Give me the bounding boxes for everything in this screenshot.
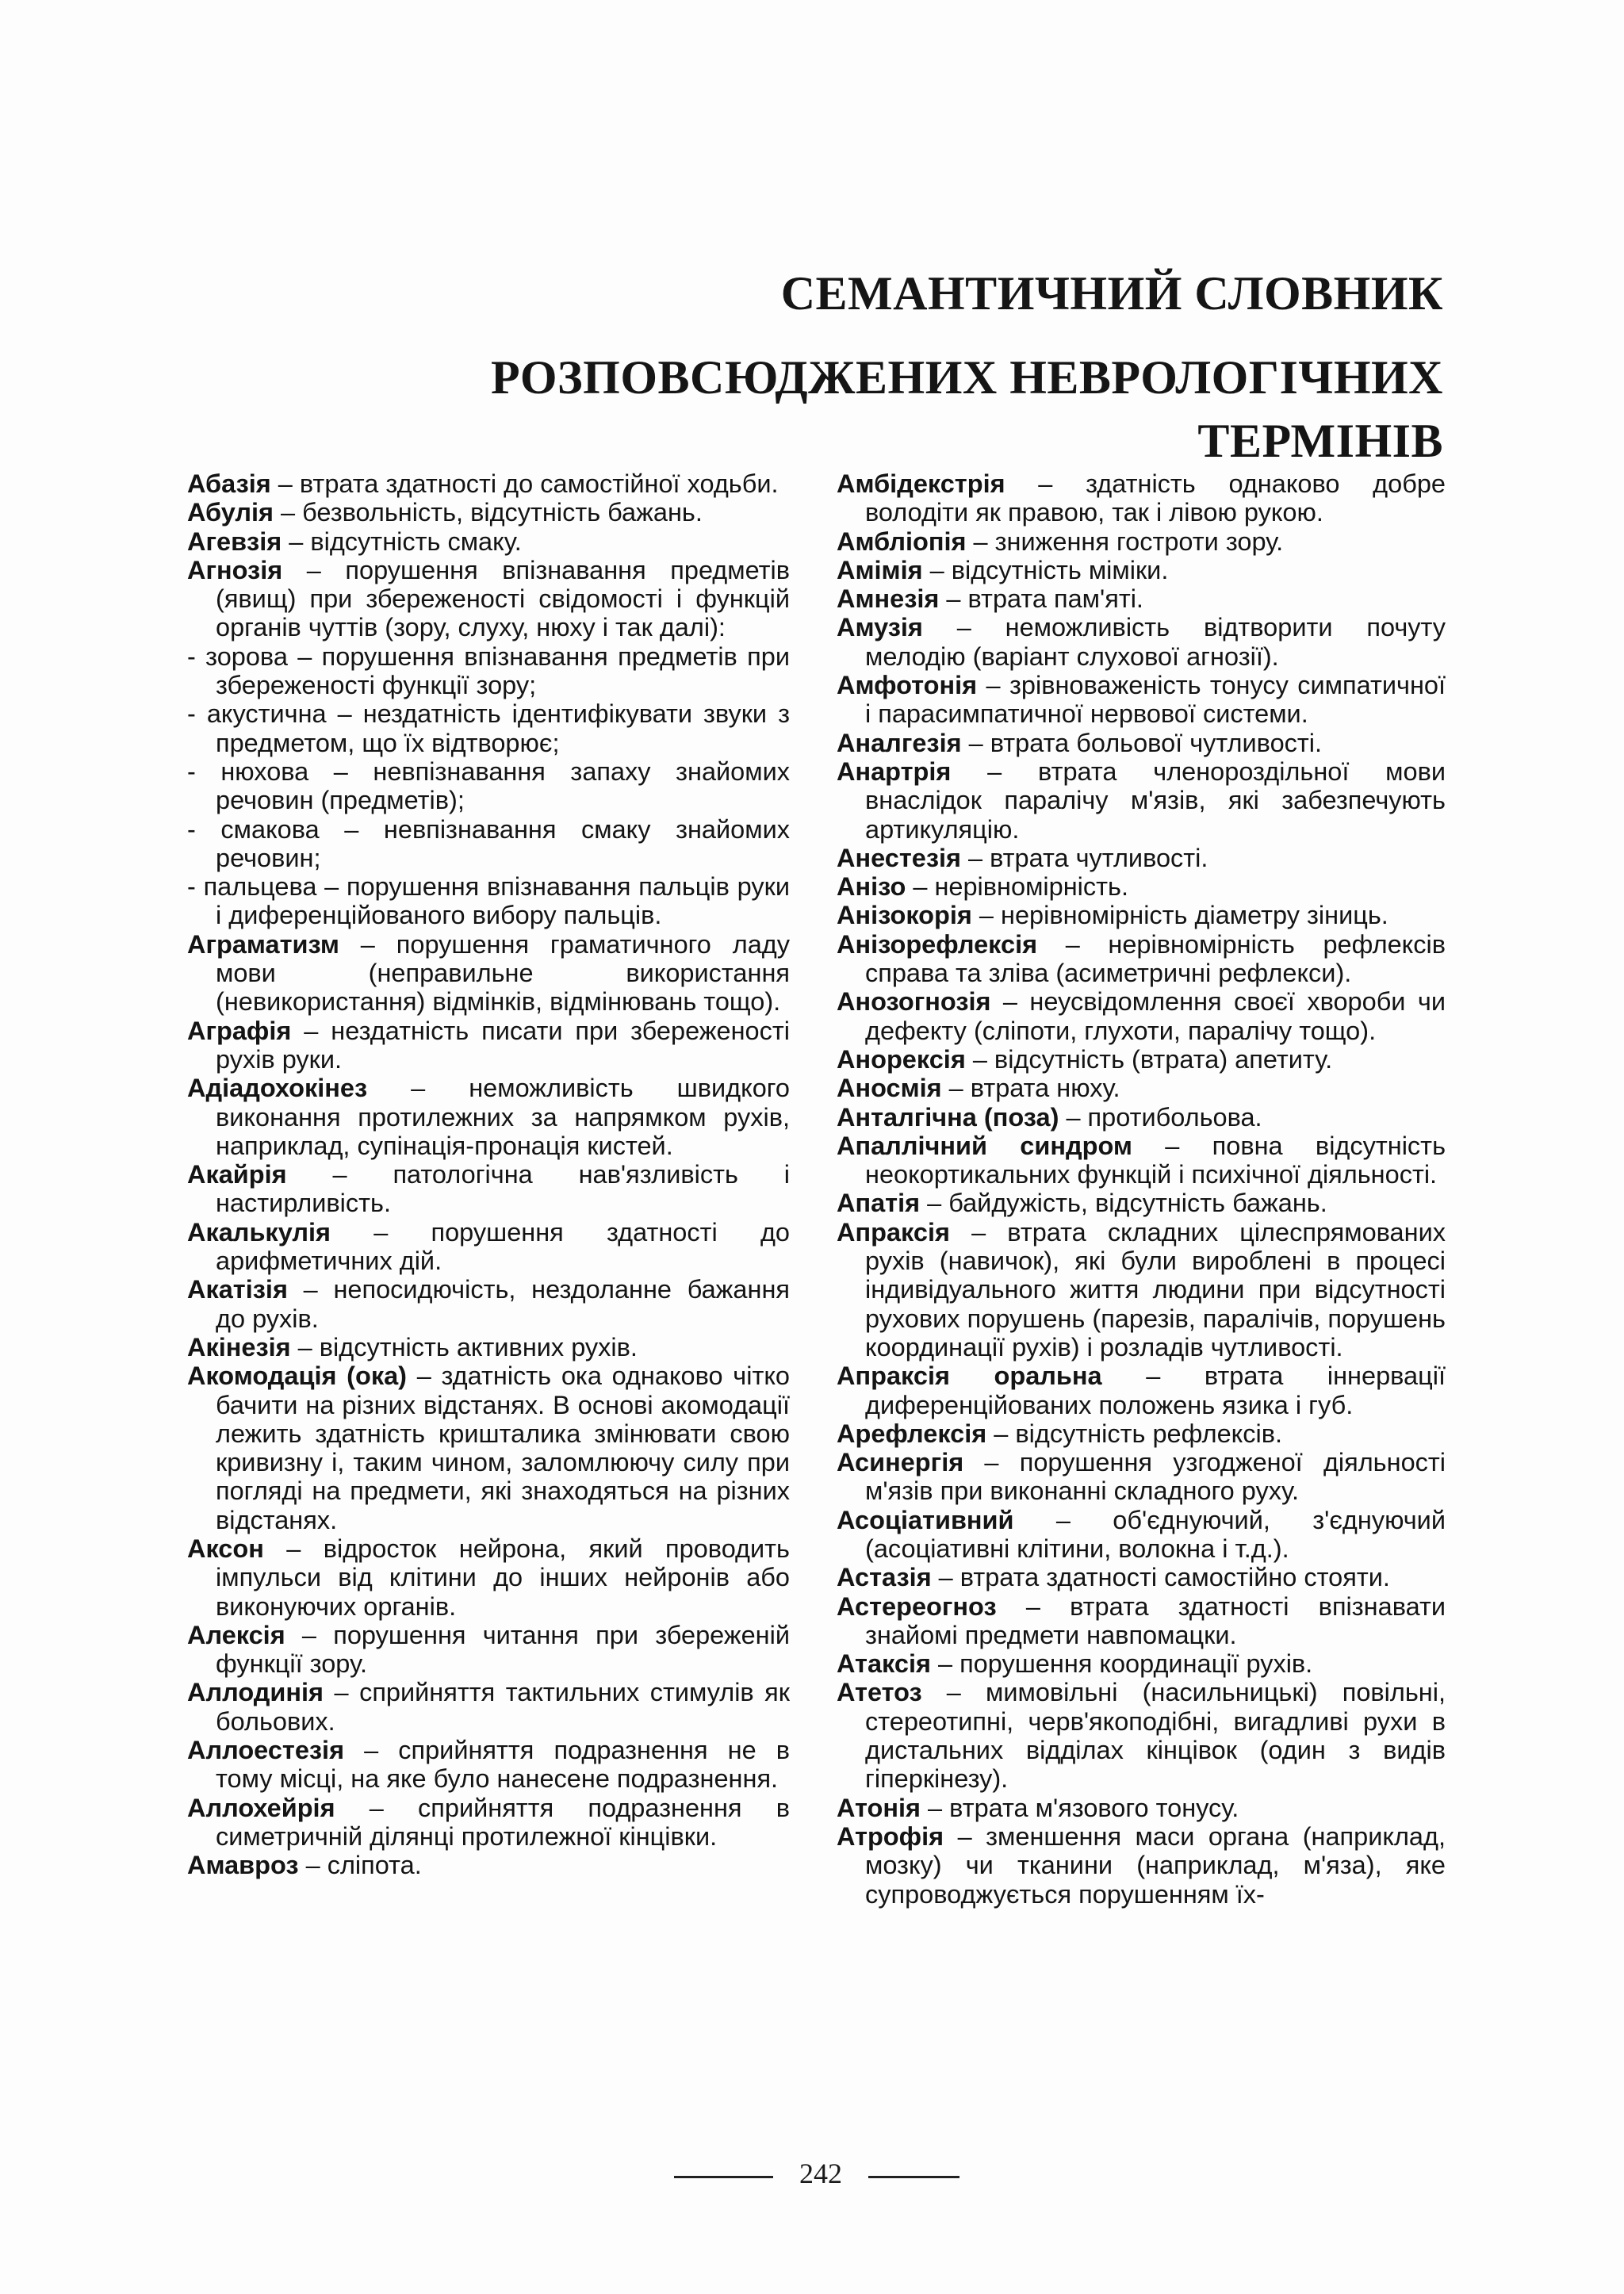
entry-definition: – відсутність активних рухів. (290, 1332, 638, 1361)
entry-definition: – зниження гостроти зору. (966, 527, 1284, 556)
entry-term: Агнозія (187, 555, 283, 584)
entry-term: Анорексія (837, 1044, 966, 1074)
entry-term: Амавроз (187, 1851, 299, 1880)
entry-term: Анозогнозія (837, 987, 991, 1017)
dictionary-entry (187, 1074, 790, 1160)
entry-term: Адіадохокінез (187, 1074, 368, 1103)
dictionary-entry (837, 1649, 1446, 1678)
entry-definition: – порушення граматичного ладу мови (неправильне використання (невикористання) відмінків, відмінювань тощо). (216, 929, 790, 1017)
entry-term: Аграматизм (187, 929, 339, 959)
entry-term: Аналгезія (837, 728, 962, 757)
dictionary-entry (837, 987, 1446, 1045)
entry-definition: – безвольність, відсутність бажань. (273, 498, 703, 527)
left-column (187, 469, 790, 1880)
entry-term: Анізорефлексія (837, 929, 1038, 959)
dictionary-entry (837, 1448, 1446, 1506)
dictionary-entry (187, 1534, 790, 1621)
entry-term: Аллодинія (187, 1678, 324, 1707)
entry-definition: – непосидючість, нездоланне бажання до рухів. (216, 1275, 790, 1333)
entry-term: Астазія (837, 1563, 932, 1592)
title-line-1: СЕМАНТИЧНИЙ СЛОВНИК (780, 267, 1443, 320)
right-column (837, 469, 1446, 1909)
entry-term: Амфотонія (837, 671, 978, 700)
dictionary-entry (837, 613, 1446, 671)
page-title (238, 262, 1443, 473)
entry-definition: – втрата пам'яті. (939, 584, 1143, 614)
entry-definition: – втрата м'язового тонусу. (921, 1793, 1239, 1822)
entry-definition: – нездатність писати при збереженості рухів руки. (216, 1016, 790, 1074)
footer-dash-right (868, 2176, 959, 2178)
entry-term: Атетоз (837, 1678, 922, 1707)
entry-definition: - смакова – невпізнавання смаку знайомих речовин; (187, 814, 790, 872)
dictionary-entry (187, 1275, 790, 1333)
entry-definition: – втрата складних цілеспрямованих рухів (навичок), які були вироблені в процесі індивідуального життя людини при відсутності рухових порушень (парезів, паралічів, порушень координації рухів) і розладів чутливості. (865, 1217, 1446, 1361)
entry-definition: – зменшення маси органа (наприклад, мозку) чи тканини (наприклад, м'яза), яке супроводжується порушенням їх- (865, 1821, 1446, 1909)
dictionary-entry (187, 699, 790, 757)
dictionary-entry (837, 671, 1446, 729)
dictionary-entry (187, 469, 790, 498)
entry-term: Амузія (837, 613, 923, 642)
dictionary-entry (837, 1132, 1446, 1189)
entry-term: Атрофія (837, 1821, 944, 1851)
dictionary-entry (187, 872, 790, 930)
entry-term: Акомодація (ока) (187, 1361, 407, 1391)
dictionary-entry (187, 1017, 790, 1074)
dictionary-entry (187, 1851, 790, 1879)
entry-definition: – нерівномірність рефлексів справа та зліва (асиметричні рефлекси). (865, 929, 1446, 988)
entry-definition: – відросток нейрона, який проводить імпульси від клітини до інших нейронів або виконуючих органів. (216, 1534, 790, 1621)
dictionary-entry (187, 930, 790, 1017)
entry-definition: – втрата здатності впізнавати знайомі предмети навпомацки. (865, 1591, 1446, 1649)
dictionary-entry (187, 1736, 790, 1794)
page-footer (0, 2155, 1624, 2195)
entry-definition: – порушення координації рухів. (930, 1649, 1313, 1679)
entry-definition: – втрата здатності самостійно стояти. (931, 1563, 1390, 1592)
entry-term: Асинергія (837, 1448, 964, 1477)
entry-definition: – відсутність смаку. (282, 527, 522, 556)
entry-definition: – сприйняття подразнення в симетричній ділянці протилежної кінцівки. (216, 1793, 790, 1851)
entry-definition: – нерівномірність діаметру зіниць. (971, 901, 1388, 930)
entry-term: Анартрія (837, 756, 952, 786)
entry-definition: – повна відсутність неокортикальних функцій і психічної діяльності. (865, 1131, 1446, 1189)
entry-term: Атонія (837, 1793, 921, 1822)
entry-definition: – об'єднуючий, з'єднуючий (асоціативні клітини, волокна і т.д.). (865, 1505, 1446, 1563)
entry-definition: – порушення читання при збереженій функції зору. (216, 1620, 790, 1679)
entry-definition: – здатність ока однаково чітко бачити на різних відстанях. В основі акомодації лежить здатність кришталика змінювати свою кривизну і, таким чином, заломлюючу силу при погляді на предмети, які знаходяться на різних відстанях. (216, 1361, 790, 1534)
dictionary-entry (837, 1189, 1446, 1217)
entry-term: Амбідекстрія (837, 469, 1005, 498)
dictionary-entry (187, 1794, 790, 1852)
entry-definition: - пальцева – порушення впізнавання пальців руки і диференційованого вибору пальців. (187, 872, 790, 930)
dictionary-entry (837, 901, 1446, 929)
entry-term: Амнезія (837, 584, 940, 614)
dictionary-entry (187, 498, 790, 527)
entry-definition: - нюхова – невпізнавання запаху знайомих речовин (предметів); (187, 756, 790, 815)
entry-term: Акайрія (187, 1160, 287, 1189)
page-number: 242 (799, 2158, 842, 2189)
dictionary-entry (837, 844, 1446, 872)
entry-term: Аллохейрія (187, 1793, 335, 1822)
entry-definition: – мимовільні (насильницькі) повільні, стереотипні, черв'якоподібні, вигадливі рухи в дистальних відділах кінцівок (один з видів гіперкінезу). (865, 1678, 1446, 1794)
dictionary-entry (187, 1678, 790, 1736)
title-line-2: РОЗПОВСЮДЖЕНИХ НЕВРОЛОГІЧНИХ ТЕРМІНІВ (491, 351, 1443, 467)
entry-definition: – здатність однаково добре володіти як правою, так і лівою рукою. (865, 469, 1446, 527)
entry-definition: – сприйняття подразнення не в тому місці, на яке було нанесене подразнення. (216, 1736, 790, 1794)
entry-term: Анестезія (837, 843, 961, 872)
entry-term: Апатія (837, 1189, 921, 1218)
entry-term: Анізокорія (837, 901, 972, 930)
dictionary-entry (837, 584, 1446, 613)
entry-term: Аграфія (187, 1016, 292, 1045)
entry-definition: – втрата чутливості. (960, 843, 1208, 872)
entry-term: Асоціативний (837, 1505, 1014, 1534)
dictionary-entry (837, 1822, 1446, 1909)
dictionary-entry (837, 1218, 1446, 1361)
entry-term: Абазія (187, 469, 271, 498)
entry-definition: – зрівноваженість тонусу симпатичної і парасимпатичної нервової системи. (865, 671, 1446, 729)
entry-definition: – порушення узгодженої діяльності м'язів при виконанні складного руху. (865, 1448, 1446, 1506)
dictionary-entry (837, 1361, 1446, 1419)
entry-term: Аксон (187, 1534, 264, 1563)
entry-term: Апраксія оральна (837, 1361, 1102, 1391)
dictionary-entry (837, 1506, 1446, 1564)
dictionary-entry (187, 757, 790, 815)
entry-definition: – втрата здатності до самостійної ходьби. (270, 469, 779, 498)
dictionary-entry (837, 1563, 1446, 1591)
entry-term: Амбліопія (837, 527, 967, 556)
dictionary-entry (187, 1333, 790, 1361)
dictionary-entry (187, 642, 790, 700)
entry-definition: – неусвідомлення своєї хвороби чи дефекту (сліпоти, глухоти, паралічу тощо). (865, 987, 1446, 1045)
entry-definition: – патологічна нав'язливість і настирливість. (216, 1160, 790, 1218)
entry-definition: – протибольова. (1059, 1102, 1262, 1132)
dictionary-entry (837, 1678, 1446, 1793)
entry-definition: - зорова – порушення впізнавання предметів при збереженості функції зору; (187, 641, 790, 700)
entry-term: Апраксія (837, 1217, 950, 1247)
entry-term: Апаллічний синдром (837, 1131, 1132, 1160)
entry-definition: - акустична – нездатність ідентифікувати звуки з предметом, що їх відтворює; (187, 699, 790, 757)
entry-term: Астереогноз (837, 1591, 997, 1621)
dictionary-entry (187, 815, 790, 873)
dictionary-entry (837, 757, 1446, 844)
entry-definition: – втрата іннервації диференційованих положень язика і губ. (865, 1361, 1446, 1419)
entry-term: Акалькулія (187, 1217, 331, 1247)
entry-term: Амімія (837, 555, 923, 584)
dictionary-entry (187, 527, 790, 556)
entry-definition: – втрата членороздільної мови внаслідок паралічу м'язів, які забезпечують артикуляцію. (865, 756, 1446, 844)
entry-term: Агевзія (187, 527, 282, 556)
dictionary-entry (187, 1621, 790, 1679)
entry-definition: – порушення впізнавання предметів (явищ) при збереженості свідомості і функцій органів чуттів (зору, слуху, нюху і так далі): (216, 555, 790, 642)
entry-term: Анізо (837, 872, 906, 902)
entry-term: Анталгічна (поза) (837, 1102, 1059, 1132)
dictionary-entry (837, 1592, 1446, 1650)
dictionary-entry (837, 1794, 1446, 1822)
entry-definition: – неможливість швидкого виконання протилежних за напрямком рухів, наприклад, супінація-пронація кистей. (216, 1074, 790, 1160)
entry-definition: – нерівномірність. (906, 872, 1128, 902)
dictionary-entry (187, 556, 790, 642)
dictionary-entry (837, 527, 1446, 556)
entry-term: Акінезія (187, 1332, 291, 1361)
entry-definition: – відсутність рефлексів. (986, 1419, 1283, 1448)
entry-definition: – порушення здатності до арифметичних дій. (216, 1217, 790, 1276)
entry-term: Аллоестезія (187, 1736, 345, 1765)
dictionary-entry (837, 556, 1446, 584)
dictionary-entry (837, 1103, 1446, 1132)
entry-term: Арефлексія (837, 1419, 987, 1448)
entry-definition: – відсутність (втрата) апетиту. (965, 1044, 1333, 1074)
footer-dash-left (674, 2176, 773, 2178)
entry-term: Алексія (187, 1620, 285, 1649)
entry-definition: – байдужість, відсутність бажань. (920, 1189, 1327, 1218)
entry-term: Аносмія (837, 1074, 942, 1103)
dictionary-entry (837, 1045, 1446, 1074)
entry-term: Акатізія (187, 1275, 288, 1304)
dictionary-entry (837, 469, 1446, 527)
entry-definition: – неможливість відтворити почуту мелодію (варіант слухової агнозії). (865, 613, 1446, 671)
dictionary-entry (837, 1074, 1446, 1102)
entry-term: Атаксія (837, 1649, 931, 1679)
entry-definition: – сліпота. (298, 1851, 422, 1880)
dictionary-entry (187, 1218, 790, 1276)
dictionary-entry (187, 1160, 790, 1218)
entry-definition: – втрата больової чутливості. (961, 728, 1323, 757)
entry-term: Абулія (187, 498, 274, 527)
entry-definition: – сприйняття тактильних стимулів як больових. (216, 1678, 790, 1736)
dictionary-entry (837, 930, 1446, 988)
dictionary-entry (187, 1361, 790, 1534)
entry-definition: – втрата нюху. (941, 1074, 1120, 1103)
dictionary-entry (837, 1419, 1446, 1448)
entry-definition: – відсутність міміки. (922, 555, 1169, 584)
dictionary-entry (837, 729, 1446, 757)
dictionary-entry (837, 872, 1446, 901)
